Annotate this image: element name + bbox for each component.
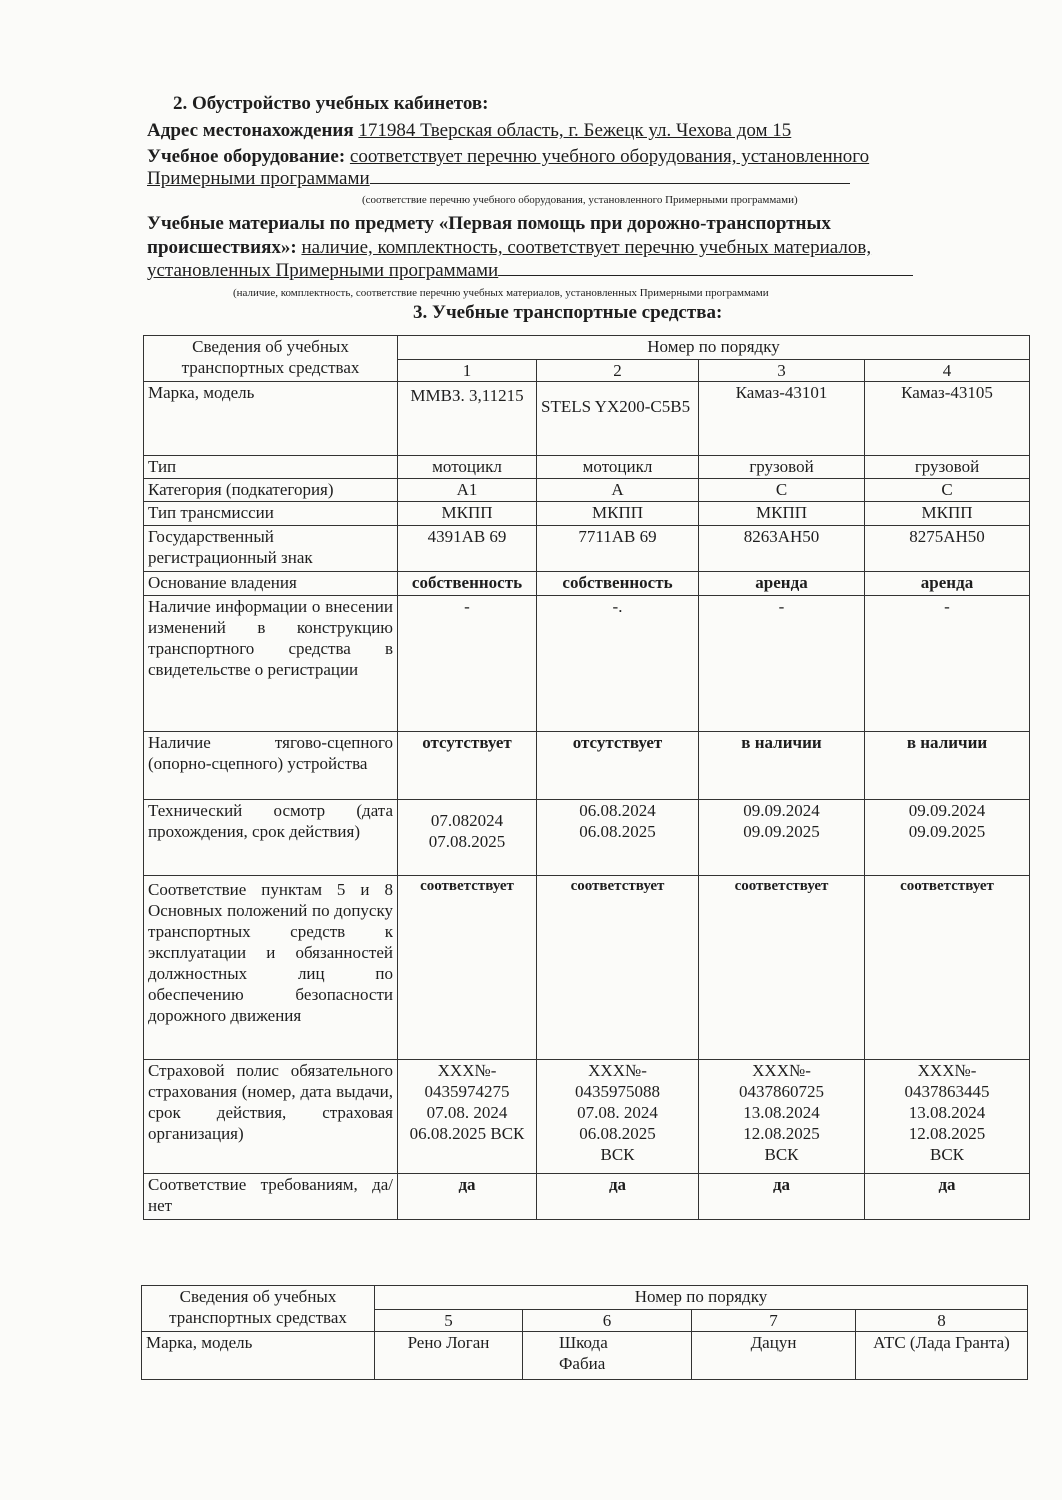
column-number: 8 xyxy=(856,1310,1028,1332)
cell-value: грузовой xyxy=(699,456,865,479)
cell-value: - xyxy=(398,596,537,732)
header-order-number: Номер по порядку xyxy=(398,336,1030,360)
cell-value: Камаз-43105 xyxy=(865,382,1030,456)
cell-value: 4391AB 69 xyxy=(398,526,537,572)
row-label: Наличие тягово-сцепного (опорно-сцепного) устройства xyxy=(144,732,398,800)
vehicles-table-1 xyxy=(143,335,1030,1220)
cell-value: 8275AH50 xyxy=(865,526,1030,572)
cell-value: 06.08.2024 06.08.2025 xyxy=(537,800,699,876)
row-insurance xyxy=(144,1060,1030,1174)
header-order-number: Номер по порядку xyxy=(375,1286,1028,1310)
row-label: Страховой полис обязательного страхования (номер, дата выдачи, срок действия, страховая организация) xyxy=(144,1060,398,1174)
column-number: 2 xyxy=(537,360,699,382)
materials-label-1: Учебные материалы по предмету «Первая помощь при дорожно-транспортных xyxy=(147,213,831,234)
row-brand xyxy=(142,1332,1028,1380)
header-vehicle-info: Сведения об учебных транспортных средствах xyxy=(144,336,398,382)
cell-value: собственность xyxy=(537,572,699,596)
row-ownership xyxy=(144,572,1030,596)
cell-value: в наличии xyxy=(865,732,1030,800)
cell-value: в наличии xyxy=(699,732,865,800)
equipment-label: Учебное оборудование: xyxy=(147,146,346,167)
address-label: Адрес местонахождения xyxy=(147,120,354,141)
row-reg-sign xyxy=(144,526,1030,572)
cell-value: C xyxy=(699,479,865,502)
cell-value: МКПП xyxy=(398,502,537,526)
cell-value: МКПП xyxy=(699,502,865,526)
column-number: 6 xyxy=(523,1310,692,1332)
cell-value: отсутствует xyxy=(537,732,699,800)
section3-heading: 3. Учебные транспортные средства: xyxy=(413,302,723,323)
row-label: Тип трансмиссии xyxy=(144,502,398,526)
materials-caption: (наличие, комплектность, соответствие перечню учебных материалов, установленных Примерными программами xyxy=(233,287,769,299)
cell-value: Рено Логан xyxy=(375,1332,523,1380)
column-number: 4 xyxy=(865,360,1030,382)
row-inspection xyxy=(144,800,1030,876)
cell-value: соответствует xyxy=(537,876,699,1060)
row-label: Категория (подкатегория) xyxy=(144,479,398,502)
cell-value: собственность xyxy=(398,572,537,596)
cell-value: мотоцикл xyxy=(537,456,699,479)
row-label: Марка, модель xyxy=(144,382,398,456)
cell-value: Камаз-43101 xyxy=(699,382,865,456)
cell-value: C xyxy=(865,479,1030,502)
cell-value: XXX№- 0437860725 13.08.2024 12.08.2025 ВСК xyxy=(699,1060,865,1174)
cell-value: грузовой xyxy=(865,456,1030,479)
cell-value: соответствует xyxy=(865,876,1030,1060)
row-modifications xyxy=(144,596,1030,732)
column-number: 7 xyxy=(692,1310,856,1332)
materials-label-2: происшествиях»: xyxy=(147,237,297,258)
cell-value: 09.09.2024 09.09.2025 xyxy=(699,800,865,876)
cell-value: МКПП xyxy=(537,502,699,526)
row-brand xyxy=(144,382,1030,456)
cell-value: 8263AH50 xyxy=(699,526,865,572)
address-line xyxy=(147,120,791,142)
materials-value-2: установленных Примерными программами xyxy=(147,260,499,281)
row-label: Соответствие пунктам 5 и 8 Основных положений по допуску транспортных средств к эксплуатации и обязанностей должностных лиц по обеспечению безопасности дорожного движения xyxy=(144,876,398,1060)
cell-value: Дацун xyxy=(692,1332,856,1380)
row-label: Тип xyxy=(144,456,398,479)
cell-value: мотоцикл xyxy=(398,456,537,479)
materials-value-1: наличие, комплектность, соответствует перечню учебных материалов, xyxy=(301,237,872,258)
row-label: Технический осмотр (дата прохождения, срок действия) xyxy=(144,800,398,876)
cell-value: соответствует xyxy=(398,876,537,1060)
cell-value: 7711AB 69 xyxy=(537,526,699,572)
row-label: Марка, модель xyxy=(142,1332,375,1380)
cell-value: A xyxy=(537,479,699,502)
materials-line-3 xyxy=(147,260,913,282)
equipment-value-2: Примерными программами xyxy=(147,168,370,189)
fill-line xyxy=(370,183,850,184)
cell-value: да xyxy=(537,1174,699,1220)
section2-heading: 2. Обустройство учебных кабинетов: xyxy=(173,93,489,114)
row-compliance xyxy=(144,876,1030,1060)
materials-line-2 xyxy=(147,237,871,259)
cell-value: STELS YX200-C5B5 xyxy=(537,382,699,456)
cell-value: да xyxy=(398,1174,537,1220)
row-category xyxy=(144,479,1030,502)
cell-value: АТС (Лада Гранта) xyxy=(856,1332,1028,1380)
column-number: 5 xyxy=(375,1310,523,1332)
cell-value: A1 xyxy=(398,479,537,502)
cell-value: да xyxy=(699,1174,865,1220)
row-transmission xyxy=(144,502,1030,526)
address-value: 171984 Тверская область, г. Бежецк ул. Чехова дом 15 xyxy=(358,120,792,141)
cell-value: Шкода Фабиа xyxy=(523,1332,692,1380)
cell-value: аренда xyxy=(699,572,865,596)
header-vehicle-info: Сведения об учебных транспортных средствах xyxy=(142,1286,375,1332)
cell-value: 07.082024 07.08.2025 xyxy=(398,800,537,876)
fill-line xyxy=(498,275,913,276)
row-label: Основание владения xyxy=(144,572,398,596)
cell-value: - xyxy=(865,596,1030,732)
row-label: Государственный регистрационный знак xyxy=(144,526,398,572)
row-label: Соответствие требованиям, да/нет xyxy=(144,1174,398,1220)
equipment-line-2 xyxy=(147,168,850,190)
cell-value: да xyxy=(865,1174,1030,1220)
row-requirements xyxy=(144,1174,1030,1220)
cell-value: 09.09.2024 09.09.2025 xyxy=(865,800,1030,876)
row-hitch xyxy=(144,732,1030,800)
cell-value: отсутствует xyxy=(398,732,537,800)
cell-value: XXX№- 0435974275 07.08. 2024 06.08.2025 ВСК xyxy=(398,1060,537,1174)
column-number: 1 xyxy=(398,360,537,382)
equipment-line xyxy=(147,146,869,168)
cell-value: МКПП xyxy=(865,502,1030,526)
cell-value: XXX№- 0437863445 13.08.2024 12.08.2025 ВСК xyxy=(865,1060,1030,1174)
cell-value: соответствует xyxy=(699,876,865,1060)
cell-value: XXX№- 0435975088 07.08. 2024 06.08.2025 ВСК xyxy=(537,1060,699,1174)
equipment-value: соответствует перечню учебного оборудования, установленного xyxy=(349,146,870,167)
equipment-caption: (соответствие перечню учебного оборудования, установленного Примерными программами) xyxy=(362,194,798,206)
cell-value: - xyxy=(699,596,865,732)
row-label: Наличие информации о внесении изменений в конструкцию транспортного средства в свидетельстве о регистрации xyxy=(144,596,398,732)
vehicles-table-2 xyxy=(141,1285,1028,1380)
column-number: 3 xyxy=(699,360,865,382)
row-type xyxy=(144,456,1030,479)
cell-value: -. xyxy=(537,596,699,732)
cell-value: аренда xyxy=(865,572,1030,596)
cell-value: ММВЗ. 3,11215 xyxy=(398,382,537,456)
